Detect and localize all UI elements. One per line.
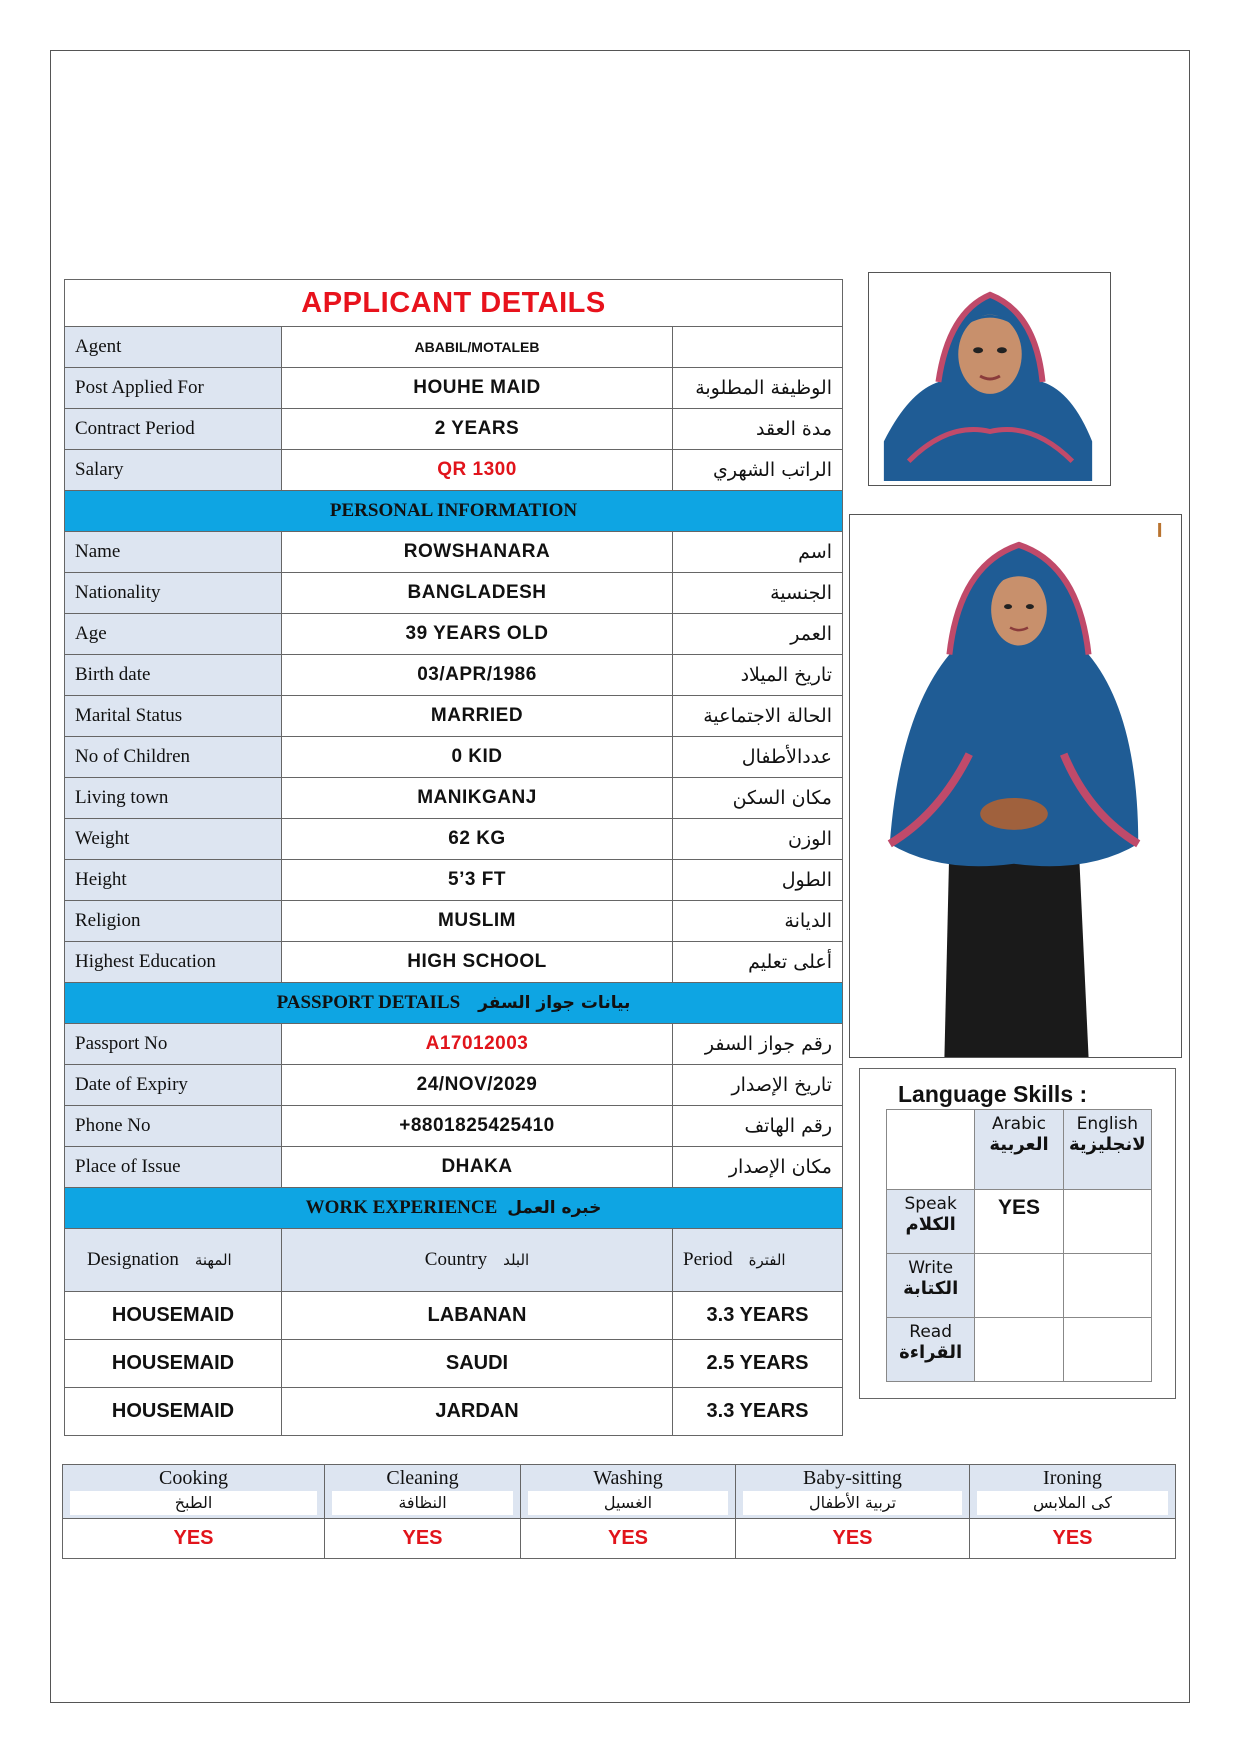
full-body-photo-image: [850, 515, 1181, 1057]
field-label: Post Applied For: [65, 368, 282, 409]
field-label-arabic: الجنسية: [673, 573, 843, 614]
skill-value: YES: [975, 1190, 1063, 1254]
field-label: Weight: [65, 819, 282, 860]
column-header-label: Period: [683, 1249, 733, 1270]
field-row-age: [65, 614, 843, 655]
field-label-arabic: [673, 327, 843, 368]
field-row-post: [65, 368, 843, 409]
skill-name: Read: [909, 1322, 953, 1342]
work-country: LABANAN: [282, 1292, 673, 1340]
skill-header-ironing: [970, 1465, 1176, 1519]
skill-name-arabic: القراءة: [899, 1342, 963, 1363]
column-header-arabic: البلد: [503, 1251, 530, 1269]
language-name: Arabic: [992, 1114, 1046, 1134]
field-row-weight: [65, 819, 843, 860]
work-period: 3.3 YEARS: [673, 1388, 843, 1436]
field-row-name: [65, 532, 843, 573]
work-designation: HOUSEMAID: [65, 1292, 282, 1340]
skill-name-arabic: النظافة: [332, 1491, 513, 1515]
field-label-arabic: عددالأطفال: [673, 737, 843, 778]
field-label: Place of Issue: [65, 1147, 282, 1188]
section-heading-arabic: خبره العمل: [507, 1198, 602, 1218]
language-row-write: [887, 1254, 1152, 1318]
field-row-living-town: [65, 778, 843, 819]
field-value: ABABIL/MOTALEB: [282, 327, 673, 368]
skill-value: YES: [521, 1519, 736, 1559]
field-value: 03/APR/1986: [282, 655, 673, 696]
field-row-religion: [65, 901, 843, 942]
field-value: 0 KID: [282, 737, 673, 778]
field-row-expiry: [65, 1065, 843, 1106]
field-label: Phone No: [65, 1106, 282, 1147]
field-label-arabic: مكان الإصدار: [673, 1147, 843, 1188]
skill-name-arabic: الطبخ: [70, 1491, 317, 1515]
field-value: 2 YEARS: [282, 409, 673, 450]
skill-value: YES: [325, 1519, 521, 1559]
field-value: MARRIED: [282, 696, 673, 737]
language-skills-title: Language Skills :: [898, 1081, 1088, 1107]
field-row-education: [65, 942, 843, 983]
language-name: English: [1076, 1114, 1139, 1134]
language-name-arabic: العربية: [989, 1134, 1049, 1155]
applicant-details-table: [64, 279, 843, 1436]
field-label: Passport No: [65, 1024, 282, 1065]
field-label-arabic: الراتب الشهري: [673, 450, 843, 491]
field-row-agent: [65, 327, 843, 368]
skill-name: Washing: [593, 1467, 663, 1489]
field-value: HOUHE MAID: [282, 368, 673, 409]
field-label: Date of Expiry: [65, 1065, 282, 1106]
language-skills-table: [886, 1109, 1152, 1382]
column-header-label: Designation: [87, 1249, 179, 1270]
skills-value-row: [63, 1519, 1176, 1559]
field-row-salary: [65, 450, 843, 491]
skill-label: [887, 1190, 975, 1254]
field-row-phone: [65, 1106, 843, 1147]
work-period: 3.3 YEARS: [673, 1292, 843, 1340]
field-value: DHAKA: [282, 1147, 673, 1188]
skill-value: [975, 1318, 1063, 1382]
skill-label: [887, 1254, 975, 1318]
work-country: SAUDI: [282, 1340, 673, 1388]
field-label: Marital Status: [65, 696, 282, 737]
field-label-arabic: مدة العقد: [673, 409, 843, 450]
field-label: Highest Education: [65, 942, 282, 983]
skill-name-arabic: کی الملابس: [977, 1491, 1168, 1515]
work-header-row: [65, 1229, 843, 1292]
language-name-arabic: لانجليزية: [1068, 1134, 1146, 1155]
language-row-speak: [887, 1190, 1152, 1254]
table-row: [65, 1292, 843, 1340]
column-header-arabic: المهنة: [194, 1251, 232, 1269]
field-label: Living town: [65, 778, 282, 819]
skill-header-baby-sitting: [736, 1465, 970, 1519]
field-label-arabic: الديانة: [673, 901, 843, 942]
table-row: [65, 1388, 843, 1436]
column-header-period: [673, 1229, 843, 1292]
skill-value: YES: [63, 1519, 325, 1559]
field-label-arabic: تاريخ الإصدار: [673, 1065, 843, 1106]
field-label: Religion: [65, 901, 282, 942]
field-value: MUSLIM: [282, 901, 673, 942]
skill-name-arabic: الغسيل: [528, 1491, 728, 1515]
skill-value: YES: [736, 1519, 970, 1559]
field-value: MANIKGANJ: [282, 778, 673, 819]
field-label: Contract Period: [65, 409, 282, 450]
language-column-english: [1063, 1110, 1151, 1190]
field-row-nationality: [65, 573, 843, 614]
section-heading-work: [65, 1188, 843, 1229]
column-header-designation: [65, 1229, 282, 1292]
skill-name-arabic: الكتابة: [903, 1278, 959, 1299]
section-heading-text: WORK EXPERIENCE: [305, 1197, 498, 1218]
field-value: 39 YEARS OLD: [282, 614, 673, 655]
field-row-birth-date: [65, 655, 843, 696]
skill-name: Write: [908, 1258, 954, 1278]
field-label-arabic: الطول: [673, 860, 843, 901]
field-label-arabic: رقم الهاتف: [673, 1106, 843, 1147]
field-row-marital-status: [65, 696, 843, 737]
field-label: No of Children: [65, 737, 282, 778]
table-row: [65, 1340, 843, 1388]
field-label: Height: [65, 860, 282, 901]
skill-name-arabic: تربية الأطفال: [743, 1491, 962, 1515]
skill-header-washing: [521, 1465, 736, 1519]
skills-header-row: [63, 1465, 1176, 1519]
field-value: 24/NOV/2029: [282, 1065, 673, 1106]
skill-name: Cleaning: [386, 1467, 459, 1489]
section-heading-passport: [65, 983, 843, 1024]
field-label: Salary: [65, 450, 282, 491]
skill-header-cooking: [63, 1465, 325, 1519]
skill-name: Ironing: [1043, 1467, 1102, 1489]
salary-value: QR 1300: [282, 450, 673, 491]
language-row-read: [887, 1318, 1152, 1382]
field-label-arabic: تاريخ الميلاد: [673, 655, 843, 696]
skill-value: [1063, 1190, 1151, 1254]
language-skills-box: [859, 1068, 1176, 1399]
skill-name-arabic: الكلام: [905, 1214, 956, 1235]
field-label: Birth date: [65, 655, 282, 696]
section-heading-personal: PERSONAL INFORMATION: [65, 491, 843, 532]
column-header-country: [282, 1229, 673, 1292]
field-row-passport-no: [65, 1024, 843, 1065]
skill-value: [975, 1254, 1063, 1318]
column-header-arabic: الفترة: [748, 1251, 786, 1269]
field-value: 62 KG: [282, 819, 673, 860]
skill-value: [1063, 1254, 1151, 1318]
full-body-photo: [849, 514, 1182, 1058]
skill-label: [887, 1318, 975, 1382]
field-row-children: [65, 737, 843, 778]
field-label-arabic: الوزن: [673, 819, 843, 860]
skill-name: Cooking: [159, 1467, 228, 1489]
empty-cell: [887, 1110, 975, 1190]
section-heading-arabic: بيانات جواز السفر: [478, 993, 631, 1013]
field-label: Agent: [65, 327, 282, 368]
field-value: ROWSHANARA: [282, 532, 673, 573]
field-label: Name: [65, 532, 282, 573]
skill-value: YES: [970, 1519, 1176, 1559]
passport-number-value: A17012003: [282, 1024, 673, 1065]
skill-name: Speak: [904, 1194, 957, 1214]
field-row-place-of-issue: [65, 1147, 843, 1188]
portrait-photo-image: [869, 273, 1110, 485]
skill-value: [1063, 1318, 1151, 1382]
field-row-contract: [65, 409, 843, 450]
language-column-arabic: [975, 1110, 1063, 1190]
skill-header-cleaning: [325, 1465, 521, 1519]
field-value: HIGH SCHOOL: [282, 942, 673, 983]
field-value: BANGLADESH: [282, 573, 673, 614]
skill-name: Baby-sitting: [803, 1467, 902, 1489]
field-label-arabic: مكان السكن: [673, 778, 843, 819]
portrait-photo: [868, 272, 1111, 486]
work-country: JARDAN: [282, 1388, 673, 1436]
section-heading-text: PASSPORT DETAILS: [276, 992, 461, 1013]
field-row-height: [65, 860, 843, 901]
work-period: 2.5 YEARS: [673, 1340, 843, 1388]
field-label-arabic: أعلى تعليم: [673, 942, 843, 983]
column-header-label: Country: [424, 1249, 488, 1270]
field-label-arabic: اسم: [673, 532, 843, 573]
field-value: +8801825425410: [282, 1106, 673, 1147]
skills-table: [62, 1464, 1176, 1559]
field-label-arabic: الحالة الاجتماعية: [673, 696, 843, 737]
field-label-arabic: الوظيفة المطلوبة: [673, 368, 843, 409]
field-label-arabic: رقم جواز السفر: [673, 1024, 843, 1065]
page-title: APPLICANT DETAILS: [65, 280, 843, 327]
field-label: Age: [65, 614, 282, 655]
work-designation: HOUSEMAID: [65, 1388, 282, 1436]
field-label-arabic: العمر: [673, 614, 843, 655]
work-designation: HOUSEMAID: [65, 1340, 282, 1388]
field-value: 5’3 FT: [282, 860, 673, 901]
field-label: Nationality: [65, 573, 282, 614]
